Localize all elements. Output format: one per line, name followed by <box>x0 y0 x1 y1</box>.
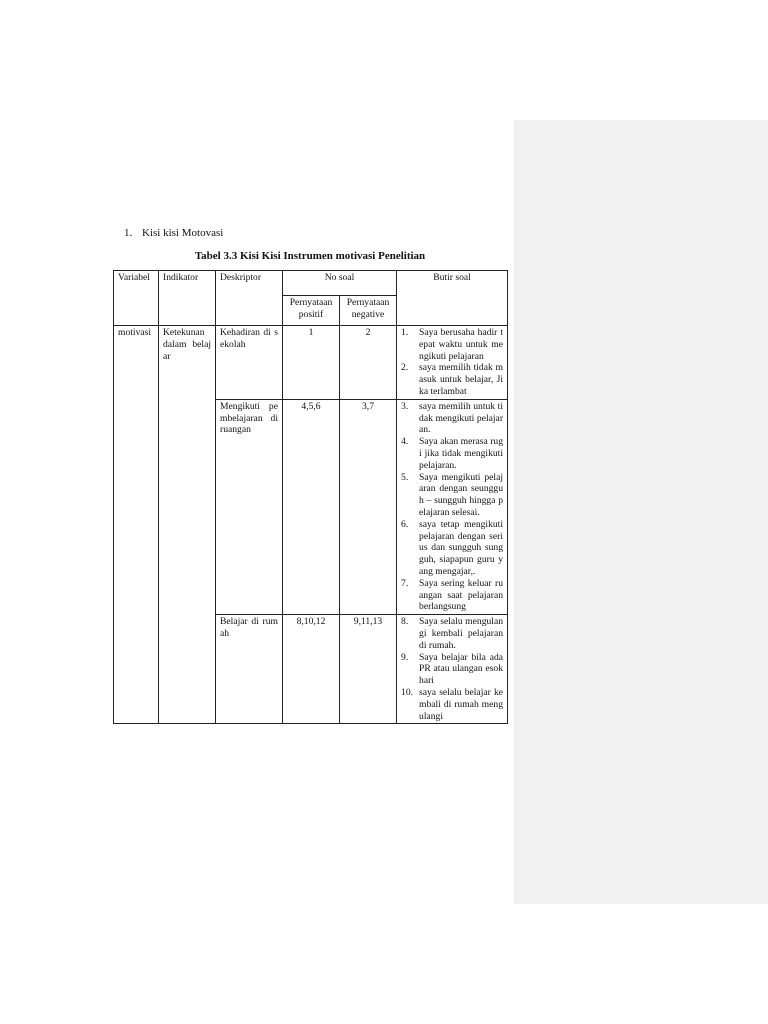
item-text: Saya mengikuti pelajaran dengan seungguh – sungguh hingga pelajaran selesai. <box>419 471 504 518</box>
cell-positif: 1 <box>283 326 340 400</box>
item-number: 2. <box>401 362 409 374</box>
kisi-table <box>113 270 508 724</box>
list-item <box>401 687 503 722</box>
cell-positif: 8,10,12 <box>283 615 340 724</box>
cell-variabel: motivasi <box>114 326 159 724</box>
list-item <box>401 401 503 436</box>
cell-negative: 3,7 <box>340 399 397 614</box>
list-item <box>401 472 503 519</box>
list-item <box>401 362 503 397</box>
list-item <box>401 616 503 651</box>
section-heading <box>124 227 223 239</box>
cell-butir-soal <box>397 615 508 724</box>
section-number: 1. <box>124 227 133 239</box>
item-number: 10. <box>401 686 414 698</box>
cell-indikator: Ketekunan dalam belajar <box>159 326 216 724</box>
item-text: saya memilih untuk tidak mengikuti pelajaran. <box>419 400 504 436</box>
list-item <box>401 652 503 687</box>
item-number: 1. <box>401 327 409 338</box>
item-text: Saya belajar bila ada PR atau ulangan esok hari <box>419 651 504 687</box>
cell-positif: 4,5,6 <box>283 399 340 614</box>
header-pernyataan-positif: Pernyataan positif <box>283 296 340 326</box>
list-item <box>401 578 503 613</box>
list-item <box>401 436 503 471</box>
item-number: 7. <box>401 577 409 589</box>
item-text: saya tetap mengikuti pelajaran dengan serius dan sungguh sungguh, siapapun guru yang mengajar,. <box>419 518 504 577</box>
header-deskriptor: Deskriptor <box>216 271 283 326</box>
header-no-soal: No soal <box>283 271 397 296</box>
cell-butir-soal <box>397 399 508 614</box>
header-variabel: Variabel <box>114 271 159 326</box>
section-title: Kisi kisi Motovasi <box>142 227 224 239</box>
cell-deskriptor: Kehadiran di sekolah <box>216 326 283 400</box>
item-text: Saya selalu mengulangi kembali pelajaran di rumah. <box>419 616 504 651</box>
header-butir-soal: Butir soal <box>397 271 508 326</box>
list-item <box>401 327 503 362</box>
header-indikator: Indikator <box>159 271 216 326</box>
item-number: 4. <box>401 436 409 448</box>
item-text: saya memilih tidak masuk untuk belajar, Jika terlambat <box>419 362 504 397</box>
item-text: Saya sering keluar ruangan saat pelajaran berlangsung <box>419 577 504 613</box>
comment-pane <box>514 120 768 904</box>
table-row <box>114 326 508 400</box>
table-caption: Tabel 3.3 Kisi Kisi Instrumen motivasi Penelitian <box>194 250 426 262</box>
item-number: 5. <box>401 471 409 483</box>
item-text: saya selalu belajar kembali di rumah mengulangi <box>419 686 504 722</box>
cell-negative: 9,11,13 <box>340 615 397 724</box>
cell-deskriptor: Belajar di rumah <box>216 615 283 724</box>
list-item <box>401 519 503 578</box>
cell-negative: 2 <box>340 326 397 400</box>
item-number: 3. <box>401 400 409 412</box>
item-text: Saya akan merasa rugi jika tidak mengikuti pelajaran. <box>419 436 504 471</box>
cell-deskriptor: Mengikuti pembelajaran di ruangan <box>216 399 283 614</box>
item-number: 6. <box>401 518 409 530</box>
cell-butir-soal <box>397 326 508 400</box>
item-number: 8. <box>401 616 409 628</box>
header-row <box>114 271 508 296</box>
item-text: Saya berusaha hadir tepat waktu untuk mengikuti pelajaran <box>419 327 504 362</box>
item-number: 9. <box>401 651 409 663</box>
header-pernyataan-negative: Pernyataan negative <box>340 296 397 326</box>
